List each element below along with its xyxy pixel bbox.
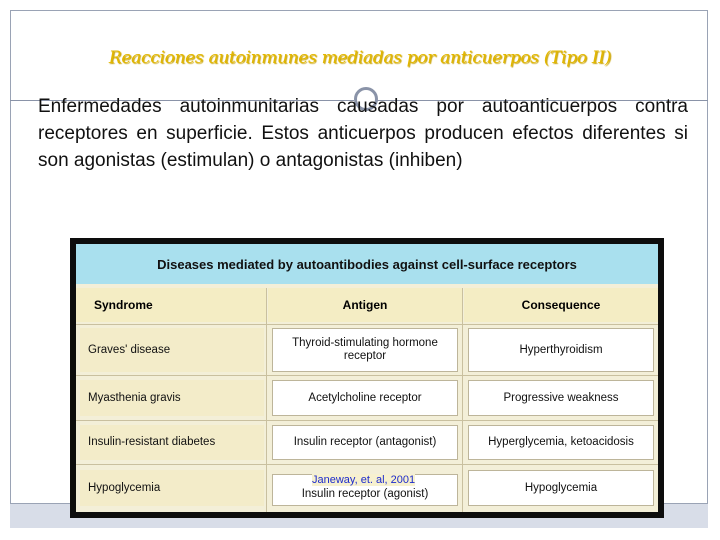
table-cell-syndrome: Hypoglycemia xyxy=(80,470,264,506)
table-cell-syndrome: Graves' disease xyxy=(80,328,264,372)
row-divider xyxy=(76,464,658,465)
row-divider xyxy=(76,420,658,421)
table-cell-antigen: Insulin receptor (antagonist) xyxy=(272,425,458,460)
table-cell-antigen: Insulin receptor (agonist) xyxy=(272,474,458,506)
table-cell-antigen: Acetylcholine receptor xyxy=(272,380,458,416)
table-cell-syndrome: Insulin-resistant diabetes xyxy=(80,425,264,460)
column-header-syndrome: Syndrome xyxy=(76,288,266,322)
table-body xyxy=(76,244,658,512)
table-cell-consequence: Hyperthyroidism xyxy=(468,328,654,372)
slide-body-text: Enfermedades autoinmunitarias causadas por autoanticuerpos contra receptores en superficie. Estos anticuerpos producen efectos diferentes si son agonistas (estimulan) o antagonistas (inhiben) xyxy=(38,96,688,171)
column-divider xyxy=(462,288,463,512)
citation-text: Janeway, et. al, 2001 xyxy=(312,474,416,486)
table-cell-antigen: Thyroid-stimulating hormone receptor xyxy=(272,328,458,372)
column-header-consequence: Consequence xyxy=(464,288,658,322)
table-title: Diseases mediated by autoantibodies against cell-surface receptors xyxy=(76,244,658,284)
row-divider xyxy=(76,375,658,376)
row-divider xyxy=(76,324,658,325)
table-cell-syndrome: Myasthenia gravis xyxy=(80,380,264,416)
table-cell-consequence: Hypoglycemia xyxy=(468,470,654,506)
table-cell-consequence: Progressive weakness xyxy=(468,380,654,416)
column-divider xyxy=(266,288,267,512)
table-cell-consequence: Hyperglycemia, ketoacidosis xyxy=(468,425,654,460)
column-header-antigen: Antigen xyxy=(268,288,462,322)
slide-title: Reacciones autoinmunes mediadas por anticuerpos (Tipo II) xyxy=(108,48,612,68)
